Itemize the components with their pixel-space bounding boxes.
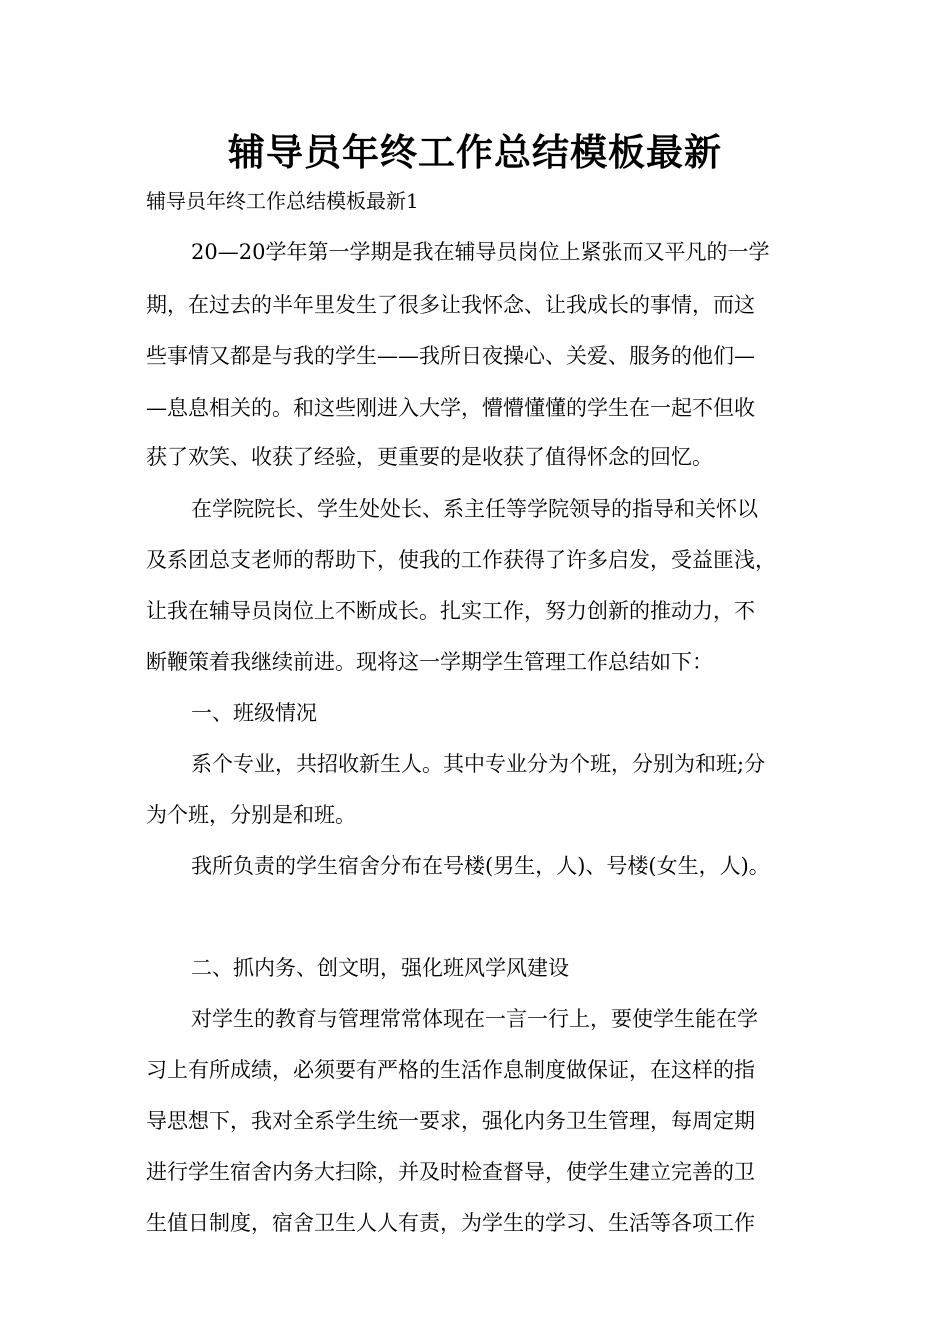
text-line: 20—20学年第一学期是我在辅导员岗位上紧张而又平凡的一学	[191, 240, 770, 264]
text-line: 对学生的教育与管理常常体现在一言一行上，要使学生能在学	[191, 1007, 758, 1031]
document-subtitle: 辅导员年终工作总结模板最新1	[146, 189, 419, 213]
text-line: 些事情又都是与我的学生——我所日夜操心、关爱、服务的他们—	[146, 344, 755, 368]
text-line: 在学院院长、学生处处长、系主任等学院领导的指导和关怀以	[191, 497, 758, 521]
text-line: 期，在过去的半年里发生了很多让我怀念、让我成长的事情，而这	[146, 293, 755, 317]
text-line: 我所负责的学生宿舍分布在号楼(男生，人)、号楼(女生，人)。	[191, 854, 770, 878]
text-line: 让我在辅导员岗位上不断成长。扎实工作，努力创新的推动力，不	[146, 599, 755, 623]
text-line: 进行学生宿舍内务大扫除，并及时检查督导，使学生建立完善的卫	[146, 1160, 755, 1184]
text-line: 及系团总支老师的帮助下，使我的工作获得了许多启发，受益匪浅，	[146, 548, 776, 572]
text-line: 断鞭策着我继续前进。现将这一学期学生管理工作总结如下：	[146, 650, 713, 674]
document-title: 辅导员年终工作总结模板最新	[228, 131, 722, 174]
text-line: 系个专业，共招收新生人。其中专业分为个班，分别为和班;分	[191, 752, 766, 776]
text-line: 生值日制度，宿舍卫生人人有责，为学生的学习、生活等各项工作	[146, 1211, 755, 1235]
text-line: 习上有所成绩，必须要有严格的生活作息制度做保证，在这样的指	[146, 1058, 755, 1082]
text-line: 导思想下，我对全系学生统一要求，强化内务卫生管理，每周定期	[146, 1109, 755, 1133]
text-line: —息息相关的。和这些刚进入大学，懵懵懂懂的学生在一起不但收	[146, 396, 755, 420]
section-heading: 一、班级情况	[191, 701, 317, 725]
text-line: 为个班，分别是和班。	[146, 803, 356, 827]
section-heading: 二、抓内务、创文明，强化班风学风建设	[191, 956, 569, 980]
text-line: 获了欢笑、收获了经验，更重要的是收获了值得怀念的回忆。	[146, 445, 713, 469]
